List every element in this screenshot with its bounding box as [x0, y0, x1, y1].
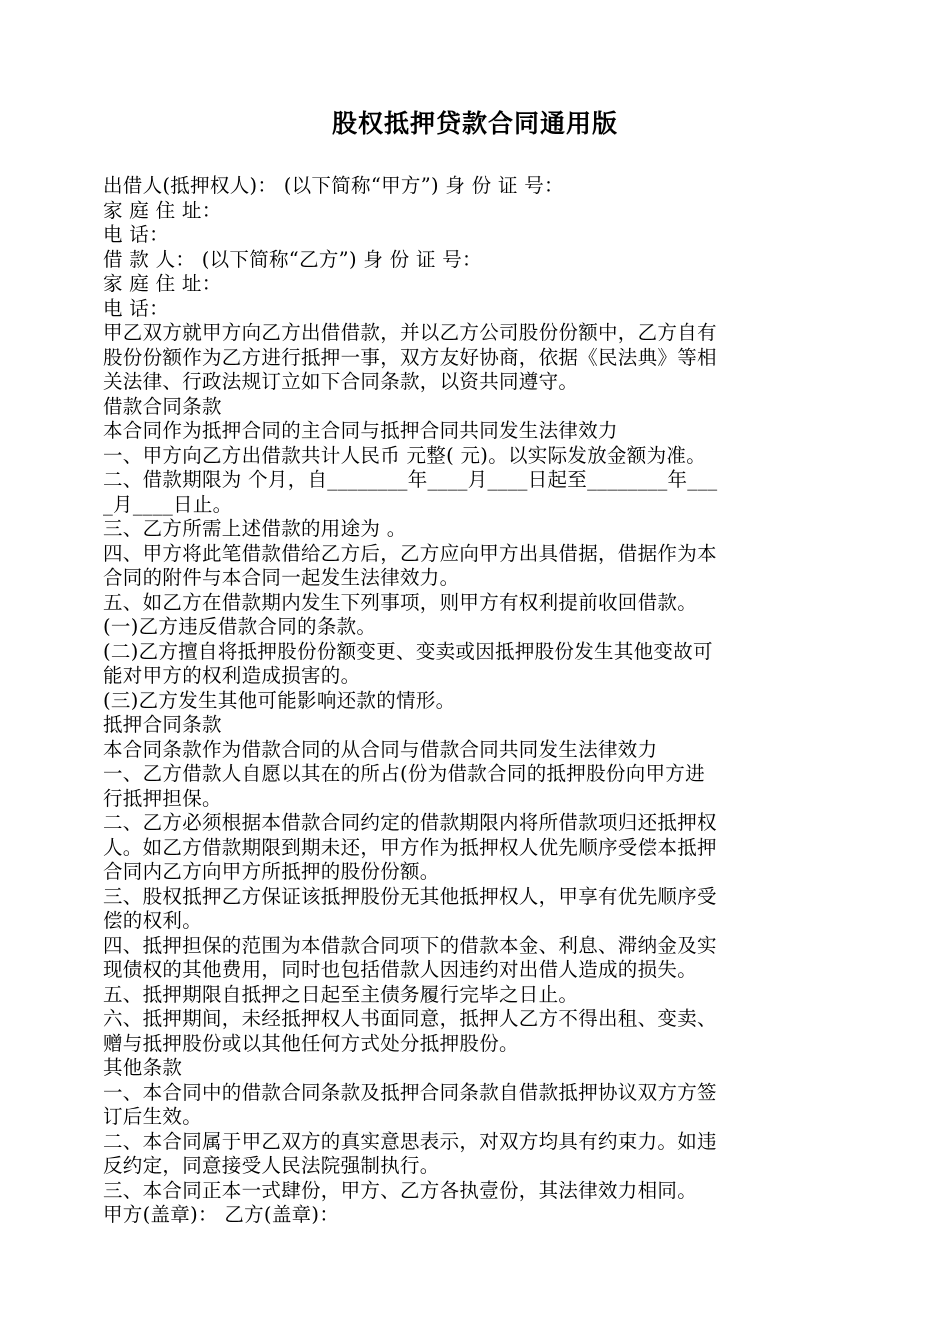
document-line: (三)乙方发生其他可能影响还款的情形。	[103, 688, 456, 712]
document-line: 甲方(盖章)： 乙方(盖章)：	[103, 1203, 340, 1226]
document-title: 股权抵押贷款合同通用版	[331, 109, 618, 138]
document-line: 家 庭 住 址：	[103, 272, 222, 295]
document-line: 一、本合同中的借款合同条款及抵押合同条款自借款抵押协议双方方签	[103, 1080, 717, 1104]
document-line: 二、乙方必须根据本借款合同约定的借款期限内将所借款项归还抵押权	[103, 811, 717, 834]
document-line: 三、本合同正本一式肆份，甲方、乙方各执壹份，其法律效力相同。	[103, 1178, 698, 1202]
document-line: 二、借款期限为 个月，自________年____月____日起至________年___	[103, 468, 718, 491]
document-line: 抵押合同条款	[103, 713, 222, 736]
document-line: 合同的附件与本合同一起发生法律效力。	[103, 566, 460, 589]
document-line: _月____日止。	[103, 492, 233, 516]
document-line: 现债权的其他费用，同时也包括借款人因违约对出借人造成的损失。	[103, 958, 698, 981]
document-body	[103, 174, 853, 1228]
document-line: 三、股权抵押乙方保证该抵押股份无其他抵押权人，甲享有优先顺序受	[103, 884, 717, 908]
document-line: 能对甲方的权利造成损害的。	[103, 664, 361, 687]
document-line: 订后生效。	[103, 1105, 203, 1128]
document-line: 赠与抵押股份或以其他任何方式处分抵押股份。	[103, 1031, 519, 1055]
document-line: 家 庭 住 址：	[103, 198, 222, 222]
document-line: 合同内乙方向甲方所抵押的股份份额。	[103, 860, 440, 883]
document-line: 三、乙方所需上述借款的用途为 。	[103, 517, 407, 540]
document-line: 六、抵押期间，未经抵押权人书面同意，抵押人乙方不得出租、变卖、	[103, 1007, 717, 1030]
document-line: 关法律、行政法规订立如下合同条款，以资共同遵守。	[103, 370, 579, 393]
document-line: 电 话：	[103, 223, 169, 246]
document-line: (二)乙方擅自将抵押股份份额变更、变卖或因抵押股份发生其他变故可	[103, 639, 713, 663]
document-line: 本合同作为抵押合同的主合同与抵押合同共同发生法律效力	[103, 419, 618, 442]
document-line: 借款合同条款	[103, 394, 222, 418]
document-line: 股份份额作为乙方进行抵押一事，双方友好协商，依据《民法典》等相	[103, 345, 717, 369]
document-line: 人。如乙方借款期限到期未还，甲方作为抵押权人优先顺序受偿本抵押	[103, 835, 717, 859]
document-line: 行抵押担保。	[103, 786, 222, 810]
document-line: 五、抵押期限自抵押之日起至主债务履行完毕之日止。	[103, 982, 579, 1006]
document-line: (一)乙方违反借款合同的条款。	[103, 615, 377, 638]
document-line: 偿的权利。	[103, 909, 203, 932]
document-line: 一、乙方借款人自愿以其在的所占(份为借款合同的抵押股份向甲方进	[103, 762, 705, 785]
document-line: 甲乙双方就甲方向乙方出借借款，并以乙方公司股份份额中，乙方自有	[103, 321, 717, 344]
document-line: 二、本合同属于甲乙双方的真实意思表示，对双方均具有约束力。如违	[103, 1129, 717, 1153]
document-line: 四、甲方将此笔借款借给乙方后，乙方应向甲方出具借据，借据作为本	[103, 541, 717, 565]
document-line: 反约定，同意接受人民法院强制执行。	[103, 1154, 440, 1177]
document-line: 本合同条款作为借款合同的从合同与借款合同共同发生法律效力	[103, 737, 658, 761]
document-line: 电 话：	[103, 296, 169, 320]
document-line: 一、甲方向乙方出借款共计人民币 元整( 元)。以实际发放金额为准。	[103, 443, 707, 467]
document-line: 其他条款	[103, 1056, 183, 1079]
document-line: 出借人(抵押权人)： (以下简称“甲方”) 身 份 证 号：	[103, 174, 564, 197]
document-line: 四、抵押担保的范围为本借款合同项下的借款本金、利息、滞纳金及实	[103, 933, 717, 957]
document-line: 借 款 人： (以下简称“乙方”) 身 份 证 号：	[103, 247, 482, 271]
document-line: 五、如乙方在借款期内发生下列事项，则甲方有权利提前收回借款。	[103, 590, 698, 614]
